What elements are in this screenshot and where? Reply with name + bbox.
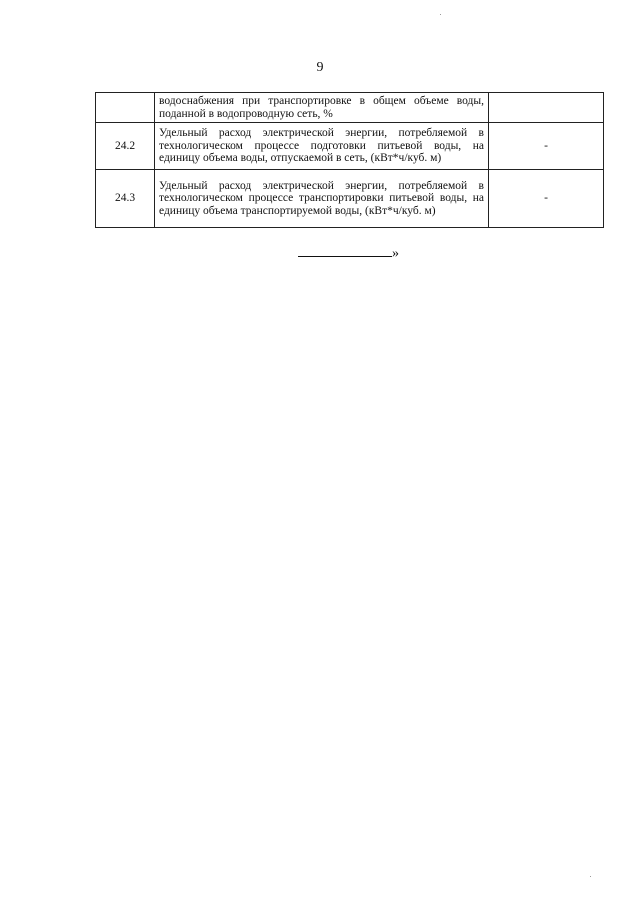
scan-speck [440, 14, 441, 15]
indicator-name: Удельный расход электрической энергии, потребляемой в технологическом процессе подготовки питьевой воды, на единицу объема воды, отпускаемой в сеть, (кВт*ч/куб. м) [155, 123, 489, 170]
closing-quote: » [392, 246, 399, 261]
indicators-table [95, 92, 604, 228]
indicator-value [489, 93, 604, 123]
closing-mark [298, 245, 399, 261]
row-number: 24.2 [96, 123, 155, 170]
indicator-value: - [489, 170, 604, 228]
row-number [96, 93, 155, 123]
signature-line [298, 245, 392, 257]
table-row [96, 170, 604, 228]
indicator-value: - [489, 123, 604, 170]
page-number: 9 [316, 60, 324, 75]
row-number: 24.3 [96, 170, 155, 228]
table-row [96, 93, 604, 123]
indicator-name: водоснабжения при транспортировке в общем объеме воды, поданной в водопроводную сеть, % [155, 93, 489, 123]
table-row [96, 123, 604, 170]
scan-speck [590, 876, 591, 877]
indicator-name: Удельный расход электрической энергии, потребляемой в технологическом процессе транспортировки питьевой воды, на единицу объема транспортируемой воды, (кВт*ч/куб. м) [155, 170, 489, 228]
